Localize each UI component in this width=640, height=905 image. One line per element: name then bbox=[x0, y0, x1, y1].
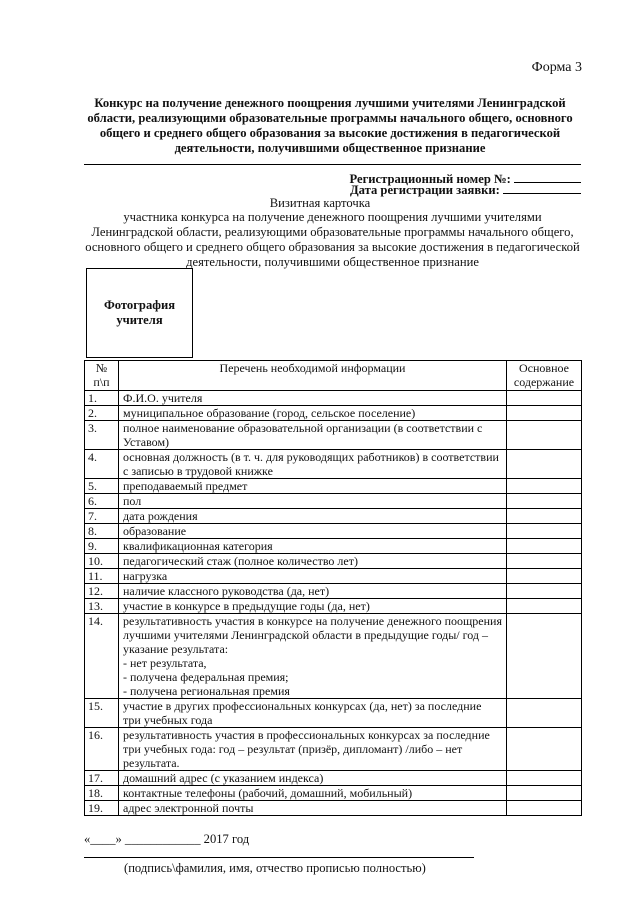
row-number: 6. bbox=[85, 494, 119, 509]
row-number: 12. bbox=[85, 584, 119, 599]
table-row bbox=[85, 450, 582, 479]
row-description-text: преподаваемый предмет bbox=[123, 479, 248, 493]
table-row bbox=[85, 554, 582, 569]
row-description-text: наличие классного руководства (да, нет) bbox=[123, 584, 330, 598]
row-description bbox=[119, 554, 507, 569]
row-description-text: адрес электронной почты bbox=[123, 801, 254, 815]
title-divider bbox=[84, 164, 581, 165]
row-number: 9. bbox=[85, 539, 119, 554]
row-content-cell[interactable] bbox=[507, 391, 582, 406]
row-number: 14. bbox=[85, 614, 119, 699]
teacher-photo-box[interactable] bbox=[86, 268, 193, 358]
row-content-cell[interactable] bbox=[507, 406, 582, 421]
row-content-cell[interactable] bbox=[507, 524, 582, 539]
table-row bbox=[85, 584, 582, 599]
row-description bbox=[119, 524, 507, 539]
row-description-text: муниципальное образование (город, сельское поселение) bbox=[123, 406, 416, 420]
row-number: 7. bbox=[85, 509, 119, 524]
row-number: 18. bbox=[85, 786, 119, 801]
row-number: 5. bbox=[85, 479, 119, 494]
row-number: 10. bbox=[85, 554, 119, 569]
table-row bbox=[85, 786, 582, 801]
signature-caption: (подпись\фамилия, имя, отчество прописью полностью) bbox=[124, 861, 426, 875]
row-description bbox=[119, 584, 507, 599]
row-description-text: нагрузка bbox=[123, 569, 168, 583]
row-description-text: педагогический стаж (полное количество лет) bbox=[123, 554, 358, 568]
row-description bbox=[119, 406, 507, 421]
row-content-cell[interactable] bbox=[507, 801, 582, 816]
row-description bbox=[119, 539, 507, 554]
table-row bbox=[85, 479, 582, 494]
row-number: 4. bbox=[85, 450, 119, 479]
row-description-text: дата рождения bbox=[123, 509, 198, 523]
document-title: Конкурс на получение денежного поощрения лучшими учителями Ленинградской области, реализующими образовательные программы начального общего, основного общего и среднего общего образования за высокие достижения в педагогической деятельности, получившими общественное признание bbox=[87, 96, 573, 155]
row-description-text: Ф.И.О. учителя bbox=[123, 391, 203, 405]
row-description-bullet: - получена федеральная премия; bbox=[123, 670, 289, 684]
header-content: Основное содержание bbox=[507, 361, 582, 391]
row-description bbox=[119, 569, 507, 584]
row-description-bullet: - нет результата, bbox=[123, 656, 207, 670]
row-description-text: результативность участия в конкурсе на получение денежного поощрения лучшими учителями Ленинградской области в предыдущие годы/ год – указание результата: bbox=[123, 614, 502, 656]
row-content-cell[interactable] bbox=[507, 554, 582, 569]
table-row bbox=[85, 509, 582, 524]
table-row bbox=[85, 801, 582, 816]
row-number: 17. bbox=[85, 771, 119, 786]
row-content-cell[interactable] bbox=[507, 786, 582, 801]
row-number: 2. bbox=[85, 406, 119, 421]
table-row bbox=[85, 391, 582, 406]
row-description bbox=[119, 771, 507, 786]
table-row bbox=[85, 728, 582, 771]
registration-date-field[interactable] bbox=[503, 181, 581, 194]
row-description bbox=[119, 801, 507, 816]
row-description-text: образование bbox=[123, 524, 187, 538]
row-content-cell[interactable] bbox=[507, 584, 582, 599]
row-description bbox=[119, 599, 507, 614]
row-content-cell[interactable] bbox=[507, 771, 582, 786]
row-description bbox=[119, 479, 507, 494]
row-content-cell[interactable] bbox=[507, 614, 582, 699]
row-content-cell[interactable] bbox=[507, 494, 582, 509]
table-row bbox=[85, 771, 582, 786]
row-content-cell[interactable] bbox=[507, 539, 582, 554]
row-number: 16. bbox=[85, 728, 119, 771]
table-row bbox=[85, 421, 582, 450]
table-row bbox=[85, 599, 582, 614]
form-number-label: Форма 3 bbox=[531, 60, 582, 75]
row-description-text: контактные телефоны (рабочий, домашний, мобильный) bbox=[123, 786, 413, 800]
information-table bbox=[84, 360, 582, 816]
signature-line[interactable] bbox=[84, 857, 474, 858]
table-row bbox=[85, 569, 582, 584]
business-card-title: Визитная карточка bbox=[269, 196, 371, 210]
row-description bbox=[119, 699, 507, 728]
row-content-cell[interactable] bbox=[507, 450, 582, 479]
row-description bbox=[119, 391, 507, 406]
row-description bbox=[119, 450, 507, 479]
table-row bbox=[85, 524, 582, 539]
row-number: 11. bbox=[85, 569, 119, 584]
row-description-text: полное наименование образовательной организации (в соответствии с Уставом) bbox=[123, 421, 483, 449]
business-card-description: участника конкурса на получение денежного поощрения лучшими учителями Ленинградской области, реализующими образовательные программы начального общего, основного общего и среднего общего образования за высокие достижения в педагогической деятельности, получившими общественное признание bbox=[85, 210, 580, 269]
teacher-photo-label: Фотография учителя bbox=[103, 298, 176, 327]
row-number: 8. bbox=[85, 524, 119, 539]
row-description-text: результативность участия в профессиональных конкурсах за последние три учебных года: год – результат (призёр, дипломант) /либо – нет результата. bbox=[123, 728, 490, 770]
table-row bbox=[85, 406, 582, 421]
header-number: № п\п bbox=[85, 361, 119, 391]
row-description-text: участие в конкурсе в предыдущие годы (да, нет) bbox=[123, 599, 370, 613]
row-description-bullet: - получена региональная премия bbox=[123, 684, 290, 698]
row-content-cell[interactable] bbox=[507, 699, 582, 728]
row-content-cell[interactable] bbox=[507, 479, 582, 494]
row-number: 3. bbox=[85, 421, 119, 450]
row-content-cell[interactable] bbox=[507, 569, 582, 584]
row-description-text: домашний адрес (с указанием индекса) bbox=[123, 771, 324, 785]
row-description bbox=[119, 786, 507, 801]
table-row bbox=[85, 494, 582, 509]
row-description-text: квалификационная категория bbox=[123, 539, 273, 553]
row-number: 19. bbox=[85, 801, 119, 816]
date-line[interactable]: «____» ____________ 2017 год bbox=[84, 832, 250, 846]
row-description-text: участие в других профессиональных конкурсах (да, нет) за последние три учебных года bbox=[123, 699, 482, 727]
table-header-row bbox=[85, 361, 582, 391]
row-number: 15. bbox=[85, 699, 119, 728]
row-number: 13. bbox=[85, 599, 119, 614]
row-description bbox=[119, 509, 507, 524]
row-description bbox=[119, 494, 507, 509]
row-description bbox=[119, 421, 507, 450]
row-description-text: пол bbox=[123, 494, 142, 508]
table-row bbox=[85, 699, 582, 728]
row-content-cell[interactable] bbox=[507, 421, 582, 450]
registration-date-label: Дата регистрации заявки: bbox=[350, 183, 500, 197]
row-content-cell[interactable] bbox=[507, 599, 582, 614]
header-information: Перечень необходимой информации bbox=[119, 361, 507, 391]
row-content-cell[interactable] bbox=[507, 728, 582, 771]
row-description bbox=[119, 728, 507, 771]
table-row bbox=[85, 614, 582, 699]
row-description-text: основная должность (в т. ч. для руководящих работников) в соответствии с записью в трудовой книжке bbox=[123, 450, 499, 478]
table-row bbox=[85, 539, 582, 554]
registration-number-label: Регистрационный номер №: bbox=[349, 172, 511, 186]
row-content-cell[interactable] bbox=[507, 509, 582, 524]
row-number: 1. bbox=[85, 391, 119, 406]
row-description bbox=[119, 614, 507, 699]
